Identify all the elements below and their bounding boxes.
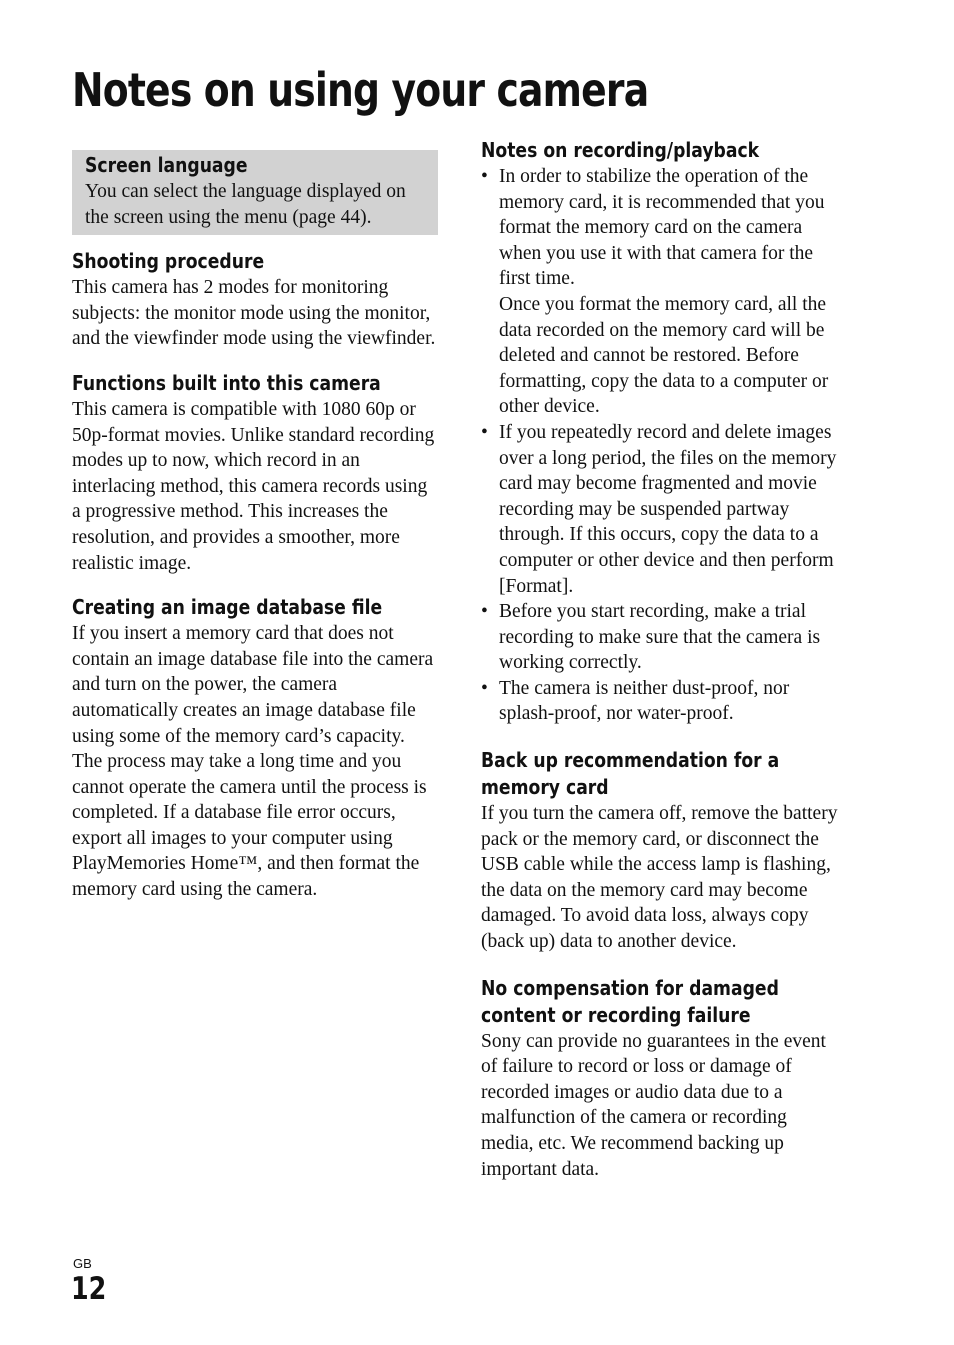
database-text-1: If you insert a memory card that does not contain an image database file into the camera and turn on the power, the camera automatically creates an image database file using some of the memory card’s capacity. [72, 623, 434, 747]
screen-language-text: You can select the language displayed on the screen using the menu (page 44). [85, 181, 406, 228]
bullet-icon: • [481, 677, 488, 699]
backup-heading-line-1: Back up recommendation for a [481, 748, 780, 773]
recording-playback-heading: Notes on recording/playback [481, 138, 760, 162]
recording-playback-list [481, 164, 843, 727]
page-number: 12 [71, 1271, 107, 1307]
list-item [481, 676, 843, 727]
list-item [481, 599, 843, 676]
shooting-procedure-section [72, 248, 438, 352]
recording-playback-section [481, 137, 843, 727]
compensation-section [481, 975, 843, 1183]
functions-text: This camera is compatible with 1080 60p or 50p-format movies. Unlike standard recording modes up to now, which record in an interlacing method, this camera records using a progressive method. This increases the resolution, and provides a smoother, more realistic image. [72, 398, 435, 574]
right-column [481, 137, 843, 1200]
functions-section [72, 370, 438, 576]
bullet-icon: • [481, 601, 488, 623]
database-heading: Creating an image database file [72, 595, 383, 620]
functions-heading: Functions built into this camera [72, 370, 381, 395]
database-section [72, 594, 438, 903]
bullet-text: The camera is neither dust-proof, nor splash-proof, nor water-proof. [499, 677, 790, 725]
shooting-procedure-heading: Shooting procedure [72, 249, 265, 274]
backup-section [481, 747, 843, 955]
backup-text: If you turn the camera off, remove the battery pack or the memory card, or disconnect the USB cable while the access lamp is flashing, the data on the memory card may become damaged. To avoid data loss, always copy (back up) data to another device. [481, 803, 838, 953]
language-code: GB [73, 1256, 92, 1271]
page-title: Notes on using your camera [72, 63, 649, 117]
bullet-text: Before you start recording, make a trial recording to make sure that the camera is working correctly. [499, 601, 821, 674]
bullet-icon: • [481, 166, 488, 187]
backup-heading-line-2: memory card [481, 775, 609, 800]
bullet-text: In order to stabilize the operation of the memory card, it is recommended that you format the memory card on the camera when you use it with that camera for the first time. [499, 166, 825, 290]
shooting-procedure-text: This camera has 2 modes for monitoring subjects: the monitor mode using the monitor, and the viewfinder mode using the viewfinder. [72, 277, 436, 350]
bullet-text: If you repeatedly record and delete images over a long period, the files on the memory card may become fragmented and movie recording may be suspended partway through. If this occurs, copy the data to a computer or other device and then perform [Format]. [499, 421, 837, 597]
list-item [481, 420, 843, 599]
database-text-2: The process may take a long time and you cannot operate the camera until the process is completed. If a database file error occurs, export all images to your computer using PlayMemories Home™, and then format the memory card using the camera. [72, 751, 427, 901]
list-item [481, 164, 843, 420]
bullet-text-continued: Once you format the memory card, all the data recorded on the memory card will be deleted and cannot be restored. Before formatting, copy the data to a computer or other device. [499, 293, 829, 418]
compensation-heading-line-2: content or recording failure [481, 1002, 751, 1027]
left-column [72, 150, 438, 921]
bullet-icon: • [481, 421, 488, 443]
screen-language-heading: Screen language [85, 153, 248, 177]
screen-language-box [72, 150, 438, 235]
compensation-text: Sony can provide no guarantees in the event of failure to record or loss or damage of recorded images or audio data due to a malfunction of the camera or recording media, etc. We recommend backing up important data. [481, 1030, 826, 1180]
compensation-heading-line-1: No compensation for damaged [481, 975, 779, 1000]
